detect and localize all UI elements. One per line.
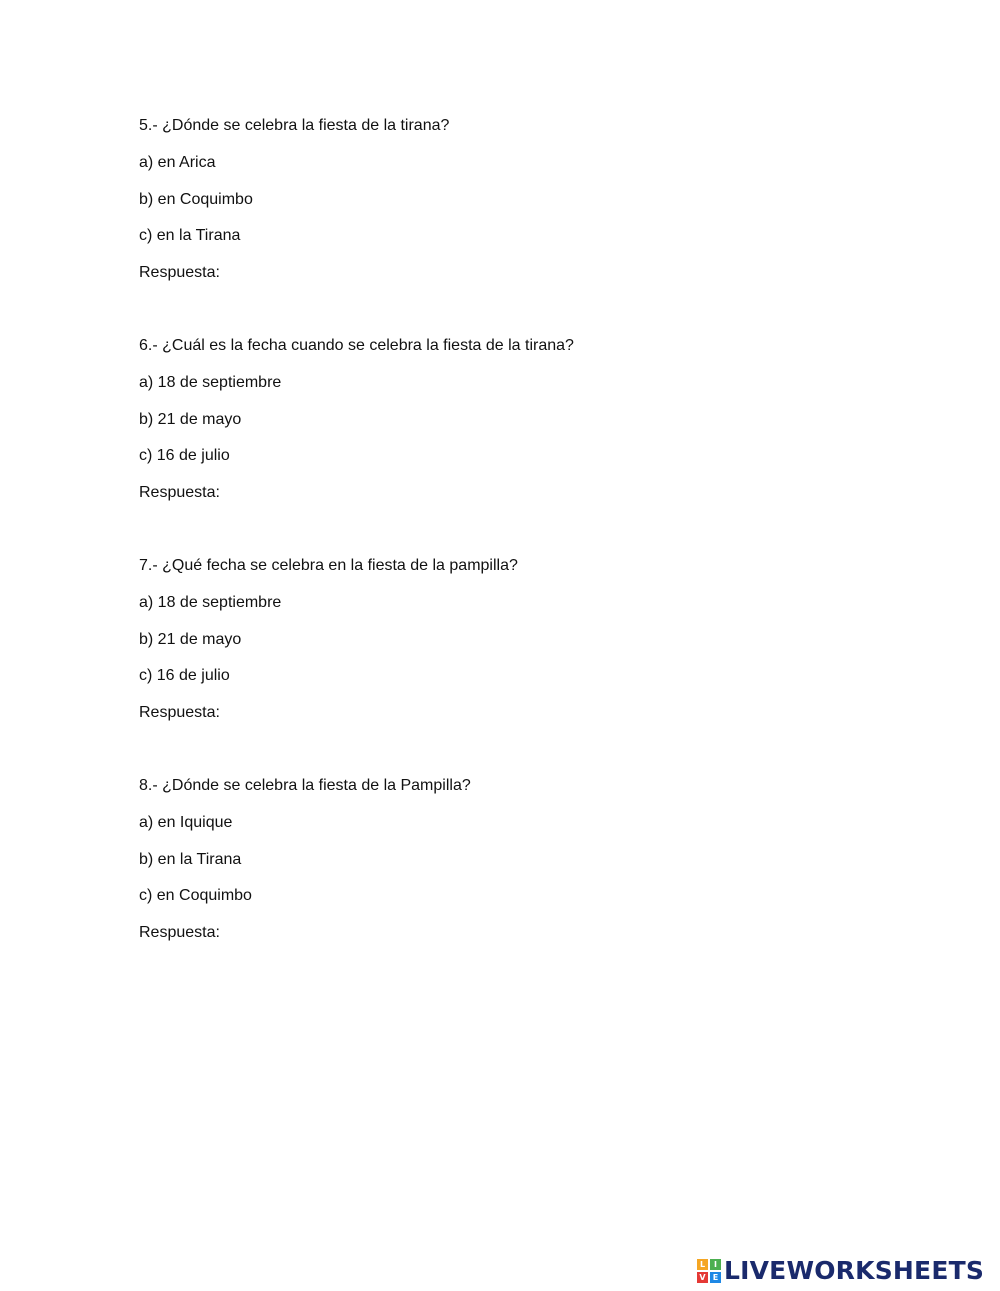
option-a: a) en Iquique	[139, 813, 233, 831]
question-prompt: 6.- ¿Cuál es la fecha cuando se celebra la fiesta de la tirana?	[139, 337, 574, 354]
option-a: a) 18 de septiembre	[139, 373, 282, 391]
logo-tile: E	[710, 1272, 721, 1283]
question-prompt: 7.- ¿Qué fecha se celebra en la fiesta de la pampilla?	[139, 557, 518, 574]
option-c: c) en la Tirana	[139, 227, 241, 245]
question-5	[139, 116, 899, 300]
logo-tile: L	[697, 1259, 708, 1270]
question-8	[139, 776, 899, 960]
question-prompt: 5.- ¿Dónde se celebra la fiesta de la tirana?	[139, 117, 450, 134]
option-b: b) 21 de mayo	[139, 630, 242, 648]
option-c: c) en Coquimbo	[139, 887, 252, 905]
option-b: b) 21 de mayo	[139, 410, 242, 428]
option-c: c) 16 de julio	[139, 667, 230, 685]
logo-text: LIVEWORKSHEETS	[724, 1256, 985, 1285]
logo-tiles-icon	[697, 1259, 721, 1283]
answer-label: Respuesta:	[139, 704, 220, 722]
option-b: b) en la Tirana	[139, 850, 242, 868]
option-a: a) 18 de septiembre	[139, 593, 282, 611]
option-a: a) en Arica	[139, 153, 216, 171]
answer-label: Respuesta:	[139, 924, 220, 942]
logo-tile: V	[697, 1272, 708, 1283]
answer-label: Respuesta:	[139, 264, 220, 282]
question-6	[139, 336, 899, 520]
question-prompt: 8.- ¿Dónde se celebra la fiesta de la Pampilla?	[139, 777, 471, 794]
answer-label: Respuesta:	[139, 484, 220, 502]
option-b: b) en Coquimbo	[139, 190, 253, 208]
liveworksheets-logo	[697, 1256, 984, 1286]
option-c: c) 16 de julio	[139, 447, 230, 465]
logo-tile: I	[710, 1259, 721, 1270]
question-7	[139, 556, 899, 740]
